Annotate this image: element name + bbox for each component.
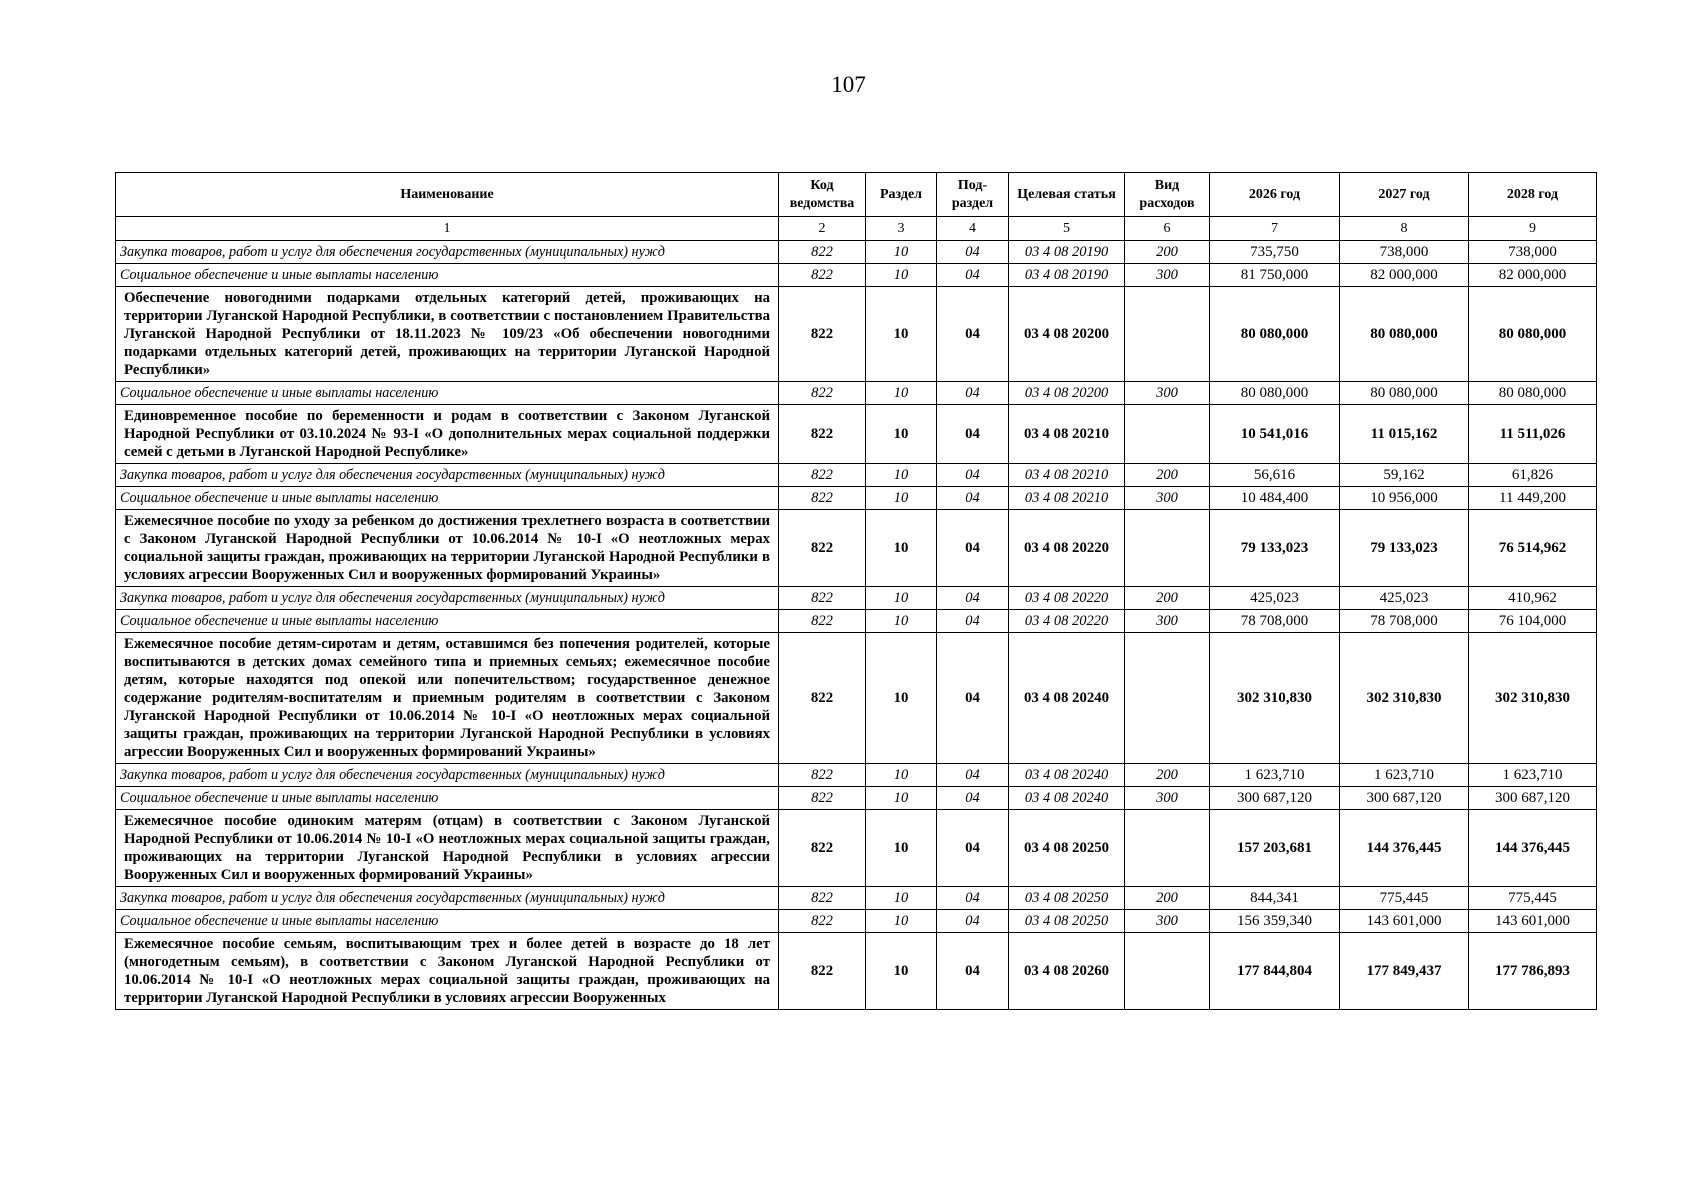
- cell-y2026: 56,616: [1210, 464, 1340, 487]
- cell-razdel: 10: [866, 787, 937, 810]
- cell-kod: 822: [779, 933, 866, 1010]
- cell-razdel: 10: [866, 933, 937, 1010]
- column-number-row: [116, 217, 1597, 241]
- cell-y2028: 76 104,000: [1469, 610, 1597, 633]
- cell-vid: 300: [1125, 910, 1210, 933]
- cell-y2027: 144 376,445: [1340, 810, 1469, 887]
- cell-name: Закупка товаров, работ и услуг для обеспечения государственных (муниципальных) нужд: [116, 887, 779, 910]
- cell-podrazdel: 04: [937, 464, 1009, 487]
- cell-y2028: 302 310,830: [1469, 633, 1597, 764]
- cell-name: Обеспечение новогодними подарками отдельных категорий детей, проживающих на территории Луганской Народной Республики, в соответствии с постановлением Правительства Луганской Народной Республики от 18.11.2023 № 109/23 «Об обеспечении новогодними подарками отдельных категорий детей, проживающих на территории Луганской Народной Республики»: [116, 287, 779, 382]
- cell-statya: 03 4 08 20240: [1009, 633, 1125, 764]
- cell-podrazdel: 04: [937, 787, 1009, 810]
- cell-y2026: 78 708,000: [1210, 610, 1340, 633]
- cell-razdel: 10: [866, 587, 937, 610]
- cell-vid: 200: [1125, 464, 1210, 487]
- cell-y2026: 81 750,000: [1210, 264, 1340, 287]
- cell-name: Закупка товаров, работ и услуг для обеспечения государственных (муниципальных) нужд: [116, 587, 779, 610]
- cell-kod: 822: [779, 610, 866, 633]
- cell-y2028: 144 376,445: [1469, 810, 1597, 887]
- cell-podrazdel: 04: [937, 810, 1009, 887]
- cell-vid: [1125, 287, 1210, 382]
- budget-table: [115, 172, 1597, 1010]
- cell-y2026: 177 844,804: [1210, 933, 1340, 1010]
- cell-podrazdel: 04: [937, 487, 1009, 510]
- cell-statya: 03 4 08 20200: [1009, 382, 1125, 405]
- cell-name: Ежемесячное пособие детям-сиротам и детям, оставшимся без попечения родителей, которые воспитываются в детских домах семейного типа и приемных семьях; ежемесячное пособие детям, которые находятся под опекой или попечительством; государственное денежное содержание родителям-воспитателям и приемным родителям в соответствии с Законом Луганской Народной Республики от 10.06.2014 № 10-I «О неотложных мерах социальной защиты граждан, проживающих на территории Луганской Народной Республики в условиях агрессии Вооруженных Сил и вооруженных формирований Украины»: [116, 633, 779, 764]
- cell-statya: 03 4 08 20190: [1009, 264, 1125, 287]
- table-row-subitem: [116, 382, 1597, 405]
- cell-y2028: 143 601,000: [1469, 910, 1597, 933]
- cell-y2027: 59,162: [1340, 464, 1469, 487]
- table-row-subitem: [116, 910, 1597, 933]
- table-row-item: [116, 510, 1597, 587]
- cell-y2026: 157 203,681: [1210, 810, 1340, 887]
- cell-kod: 822: [779, 464, 866, 487]
- cell-kod: 822: [779, 887, 866, 910]
- cell-statya: 03 4 08 20200: [1009, 287, 1125, 382]
- cell-razdel: 10: [866, 287, 937, 382]
- header-2028: 2028 год: [1469, 173, 1597, 217]
- cell-kod: 822: [779, 810, 866, 887]
- cell-y2028: 11 511,026: [1469, 405, 1597, 464]
- header-razdel: Раздел: [866, 173, 937, 217]
- table-row-subitem: [116, 587, 1597, 610]
- cell-statya: 03 4 08 20220: [1009, 510, 1125, 587]
- cell-name: Закупка товаров, работ и услуг для обеспечения государственных (муниципальных) нужд: [116, 764, 779, 787]
- cell-podrazdel: 04: [937, 633, 1009, 764]
- column-number: 7: [1210, 217, 1340, 241]
- cell-statya: 03 4 08 20240: [1009, 787, 1125, 810]
- cell-y2027: 79 133,023: [1340, 510, 1469, 587]
- cell-y2026: 1 623,710: [1210, 764, 1340, 787]
- cell-kod: 822: [779, 241, 866, 264]
- table-row-subitem: [116, 487, 1597, 510]
- table-row-subitem: [116, 264, 1597, 287]
- cell-y2026: 735,750: [1210, 241, 1340, 264]
- cell-razdel: 10: [866, 464, 937, 487]
- cell-name: Социальное обеспечение и иные выплаты населению: [116, 610, 779, 633]
- cell-vid: 300: [1125, 382, 1210, 405]
- cell-name: Социальное обеспечение и иные выплаты населению: [116, 787, 779, 810]
- cell-podrazdel: 04: [937, 587, 1009, 610]
- cell-kod: 822: [779, 264, 866, 287]
- table-row-subitem: [116, 887, 1597, 910]
- cell-y2026: 300 687,120: [1210, 787, 1340, 810]
- table-row-item: [116, 287, 1597, 382]
- cell-y2028: 11 449,200: [1469, 487, 1597, 510]
- cell-razdel: 10: [866, 382, 937, 405]
- cell-podrazdel: 04: [937, 510, 1009, 587]
- cell-y2028: 61,826: [1469, 464, 1597, 487]
- cell-name: Ежемесячное пособие семьям, воспитывающим трех и более детей в возрасте до 18 лет (многодетным семьям), в соответствии с Законом Луганской Народной Республики от 10.06.2014 № 10-I «О неотложных мерах социальной защиты граждан, проживающих на территории Луганской Народной Республики в условиях агрессии Вооруженных: [116, 933, 779, 1010]
- cell-statya: 03 4 08 20250: [1009, 887, 1125, 910]
- cell-podrazdel: 04: [937, 887, 1009, 910]
- table-row-subitem: [116, 464, 1597, 487]
- cell-kod: 822: [779, 405, 866, 464]
- cell-y2028: 775,445: [1469, 887, 1597, 910]
- cell-razdel: 10: [866, 510, 937, 587]
- cell-name: Ежемесячное пособие по уходу за ребенком до достижения трехлетнего возраста в соответствии с Законом Луганской Народной Республики от 10.06.2014 № 10-I «О неотложных мерах социальной защиты граждан, проживающих на территории Луганской Народной Республики в условиях агрессии Вооруженных Сил и вооруженных формирований Украины»: [116, 510, 779, 587]
- cell-vid: 200: [1125, 887, 1210, 910]
- cell-name: Закупка товаров, работ и услуг для обеспечения государственных (муниципальных) нужд: [116, 464, 779, 487]
- cell-vid: 300: [1125, 264, 1210, 287]
- cell-y2027: 80 080,000: [1340, 287, 1469, 382]
- cell-podrazdel: 04: [937, 241, 1009, 264]
- cell-vid: [1125, 633, 1210, 764]
- table-row-subitem: [116, 764, 1597, 787]
- cell-kod: 822: [779, 787, 866, 810]
- cell-name: Единовременное пособие по беременности и родам в соответствии с Законом Луганской Народной Республики от 03.10.2024 № 93-I «О дополнительных мерах социальной поддержки семей с детьми в Луганской Народной Республике»: [116, 405, 779, 464]
- cell-y2027: 82 000,000: [1340, 264, 1469, 287]
- cell-y2026: 80 080,000: [1210, 382, 1340, 405]
- cell-podrazdel: 04: [937, 764, 1009, 787]
- cell-name: Социальное обеспечение и иные выплаты населению: [116, 382, 779, 405]
- header-name: Наименование: [116, 173, 779, 217]
- header-statya: Целевая статья: [1009, 173, 1125, 217]
- cell-vid: [1125, 933, 1210, 1010]
- cell-name: Социальное обеспечение и иные выплаты населению: [116, 910, 779, 933]
- cell-y2028: 300 687,120: [1469, 787, 1597, 810]
- cell-kod: 822: [779, 487, 866, 510]
- cell-vid: 300: [1125, 487, 1210, 510]
- cell-y2026: 425,023: [1210, 587, 1340, 610]
- cell-statya: 03 4 08 20260: [1009, 933, 1125, 1010]
- header-podrazdel: Под-раздел: [937, 173, 1009, 217]
- cell-razdel: 10: [866, 910, 937, 933]
- table-row-subitem: [116, 241, 1597, 264]
- cell-y2027: 738,000: [1340, 241, 1469, 264]
- header-kod: Код ведомства: [779, 173, 866, 217]
- cell-y2027: 425,023: [1340, 587, 1469, 610]
- cell-y2027: 143 601,000: [1340, 910, 1469, 933]
- header-vid: Вид расходов: [1125, 173, 1210, 217]
- cell-y2026: 844,341: [1210, 887, 1340, 910]
- cell-statya: 03 4 08 20210: [1009, 405, 1125, 464]
- column-number: 8: [1340, 217, 1469, 241]
- cell-kod: 822: [779, 587, 866, 610]
- cell-y2026: 156 359,340: [1210, 910, 1340, 933]
- cell-vid: 300: [1125, 610, 1210, 633]
- cell-kod: 822: [779, 910, 866, 933]
- cell-y2026: 302 310,830: [1210, 633, 1340, 764]
- cell-vid: [1125, 405, 1210, 464]
- cell-vid: 200: [1125, 587, 1210, 610]
- cell-razdel: 10: [866, 610, 937, 633]
- cell-podrazdel: 04: [937, 910, 1009, 933]
- cell-y2028: 1 623,710: [1469, 764, 1597, 787]
- table-row-item: [116, 810, 1597, 887]
- cell-podrazdel: 04: [937, 287, 1009, 382]
- header-2026: 2026 год: [1210, 173, 1340, 217]
- cell-podrazdel: 04: [937, 933, 1009, 1010]
- cell-statya: 03 4 08 20250: [1009, 910, 1125, 933]
- cell-name: Социальное обеспечение и иные выплаты населению: [116, 264, 779, 287]
- cell-razdel: 10: [866, 405, 937, 464]
- cell-name: Социальное обеспечение и иные выплаты населению: [116, 487, 779, 510]
- column-number: 6: [1125, 217, 1210, 241]
- cell-vid: [1125, 810, 1210, 887]
- table-row-subitem: [116, 610, 1597, 633]
- column-number: 9: [1469, 217, 1597, 241]
- table-body: [116, 241, 1597, 1010]
- cell-razdel: 10: [866, 810, 937, 887]
- cell-name: Ежемесячное пособие одиноким матерям (отцам) в соответствии с Законом Луганской Народной Республики от 10.06.2014 № 10-I «О неотложных мерах социальной защиты граждан, проживающих на территории Луганской Народной Республики в условиях агрессии Вооруженных Сил и вооруженных формирований Украины»: [116, 810, 779, 887]
- cell-razdel: 10: [866, 241, 937, 264]
- cell-y2028: 76 514,962: [1469, 510, 1597, 587]
- cell-razdel: 10: [866, 633, 937, 764]
- cell-y2028: 738,000: [1469, 241, 1597, 264]
- page-number: 107: [831, 72, 866, 97]
- cell-y2026: 80 080,000: [1210, 287, 1340, 382]
- cell-kod: 822: [779, 510, 866, 587]
- table-row-item: [116, 633, 1597, 764]
- cell-statya: 03 4 08 20210: [1009, 487, 1125, 510]
- cell-kod: 822: [779, 287, 866, 382]
- cell-statya: 03 4 08 20220: [1009, 587, 1125, 610]
- cell-statya: 03 4 08 20220: [1009, 610, 1125, 633]
- cell-statya: 03 4 08 20250: [1009, 810, 1125, 887]
- cell-vid: 200: [1125, 764, 1210, 787]
- cell-y2028: 80 080,000: [1469, 382, 1597, 405]
- column-number: 3: [866, 217, 937, 241]
- cell-razdel: 10: [866, 487, 937, 510]
- cell-statya: 03 4 08 20240: [1009, 764, 1125, 787]
- cell-y2027: 78 708,000: [1340, 610, 1469, 633]
- header-row: [116, 173, 1597, 217]
- cell-y2027: 1 623,710: [1340, 764, 1469, 787]
- cell-podrazdel: 04: [937, 610, 1009, 633]
- cell-y2028: 410,962: [1469, 587, 1597, 610]
- cell-vid: [1125, 510, 1210, 587]
- cell-statya: 03 4 08 20210: [1009, 464, 1125, 487]
- cell-y2027: 80 080,000: [1340, 382, 1469, 405]
- cell-name: Закупка товаров, работ и услуг для обеспечения государственных (муниципальных) нужд: [116, 241, 779, 264]
- cell-podrazdel: 04: [937, 382, 1009, 405]
- cell-y2027: 177 849,437: [1340, 933, 1469, 1010]
- table-row-subitem: [116, 787, 1597, 810]
- cell-y2026: 79 133,023: [1210, 510, 1340, 587]
- cell-statya: 03 4 08 20190: [1009, 241, 1125, 264]
- column-number: 1: [116, 217, 779, 241]
- cell-y2028: 82 000,000: [1469, 264, 1597, 287]
- cell-y2027: 302 310,830: [1340, 633, 1469, 764]
- cell-y2026: 10 484,400: [1210, 487, 1340, 510]
- header-2027: 2027 год: [1340, 173, 1469, 217]
- cell-kod: 822: [779, 633, 866, 764]
- cell-y2026: 10 541,016: [1210, 405, 1340, 464]
- cell-podrazdel: 04: [937, 264, 1009, 287]
- table-row-item: [116, 405, 1597, 464]
- cell-kod: 822: [779, 764, 866, 787]
- cell-vid: 300: [1125, 787, 1210, 810]
- cell-y2027: 10 956,000: [1340, 487, 1469, 510]
- cell-y2027: 775,445: [1340, 887, 1469, 910]
- cell-podrazdel: 04: [937, 405, 1009, 464]
- cell-y2027: 11 015,162: [1340, 405, 1469, 464]
- column-number: 4: [937, 217, 1009, 241]
- cell-y2028: 80 080,000: [1469, 287, 1597, 382]
- cell-y2027: 300 687,120: [1340, 787, 1469, 810]
- cell-razdel: 10: [866, 887, 937, 910]
- cell-kod: 822: [779, 382, 866, 405]
- cell-y2028: 177 786,893: [1469, 933, 1597, 1010]
- cell-razdel: 10: [866, 264, 937, 287]
- cell-vid: 200: [1125, 241, 1210, 264]
- cell-razdel: 10: [866, 764, 937, 787]
- column-number: 5: [1009, 217, 1125, 241]
- column-number: 2: [779, 217, 866, 241]
- table-row-item: [116, 933, 1597, 1010]
